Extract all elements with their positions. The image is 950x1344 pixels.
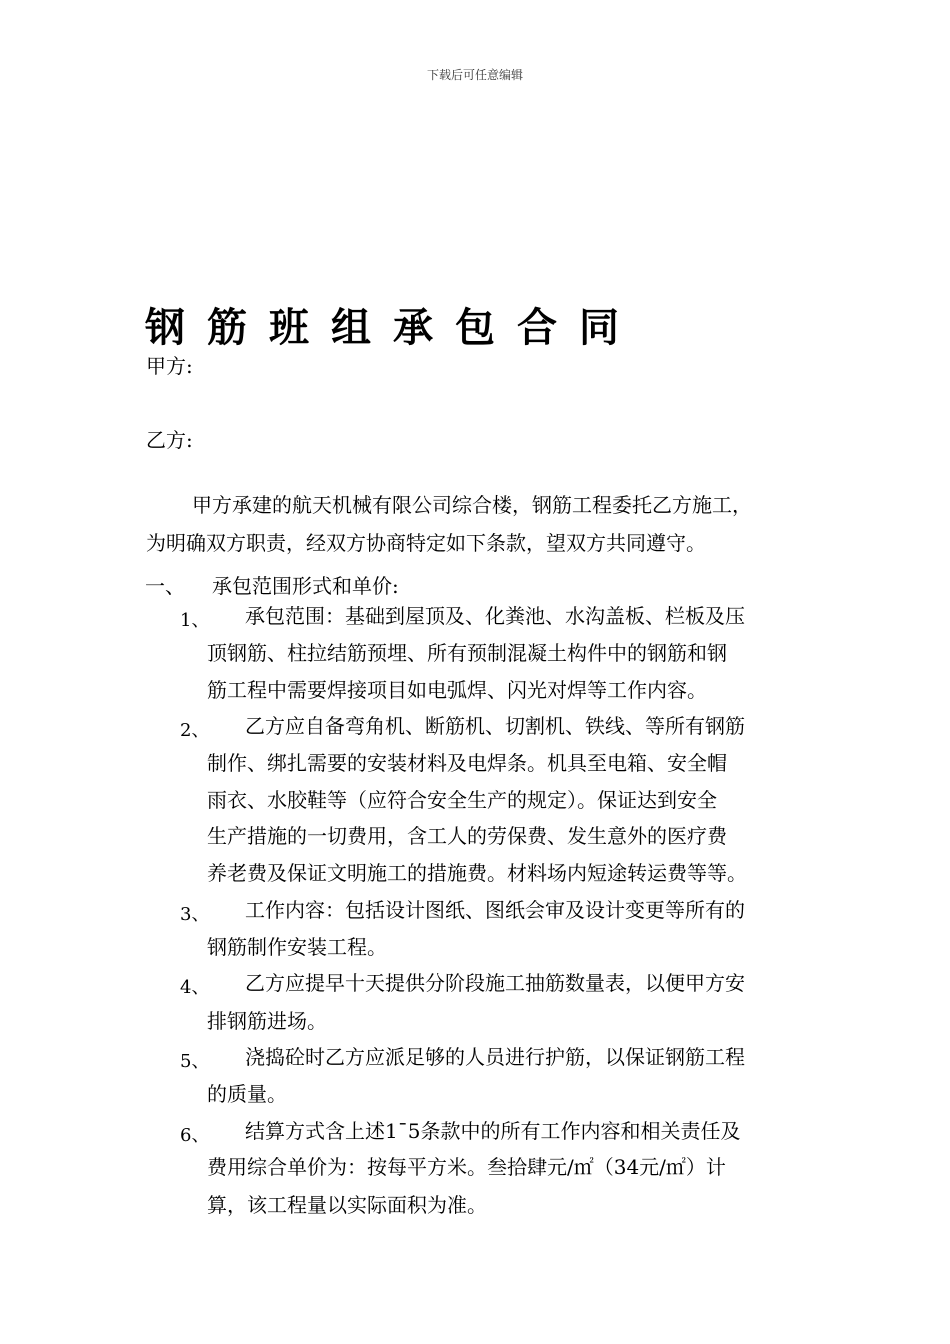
item-line: 排钢筋进场。 [207, 1009, 327, 1033]
item-number: 5、 [180, 1051, 210, 1072]
item-line: 乙方应提早十天提供分阶段施工抽筋数量表，以便甲方安 [245, 971, 745, 995]
section-number: 一、 [145, 574, 185, 598]
item-line: 制作、绑扎需要的安装材料及电焊条。机具至电箱、安全帽 [207, 751, 727, 775]
item-number: 3、 [180, 904, 210, 925]
item-line: 养老费及保证文明施工的措施费。材料场内短途转运费等等。 [207, 861, 747, 885]
party-a-label: 甲方: [146, 354, 193, 378]
item-line: 钢筋制作安装工程。 [207, 935, 387, 959]
item-line: 浇捣砼时乙方应派足够的人员进行护筋，以保证钢筋工程 [245, 1045, 745, 1069]
item-line: 生产措施的一切费用，含工人的劳保费、发生意外的医疗费 [207, 824, 727, 848]
section-title: 承包范围形式和单价: [212, 574, 399, 598]
header-note: 下载后可任意编辑 [426, 68, 523, 82]
item-line: 顶钢筋、柱拉结筋预埋、所有预制混凝土构件中的钢筋和钢 [207, 641, 727, 665]
intro-line-2: 为明确双方职责，经双方协商特定如下条款，望双方共同遵守。 [146, 531, 706, 555]
item-line: 结算方式含上述1¯5条款中的所有工作内容和相关责任及 [245, 1119, 741, 1143]
item-line: 算，该工程量以实际面积为准。 [207, 1193, 487, 1217]
item-line: 的质量。 [207, 1082, 287, 1106]
item-number: 1、 [180, 610, 210, 631]
item-number: 4、 [180, 977, 210, 998]
item-line: 费用综合单价为：按每平方米。叁拾肆元/㎡（34元/㎡）计 [207, 1155, 726, 1179]
party-b-label: 乙方: [146, 428, 193, 452]
item-line: 筋工程中需要焊接项目如电弧焊、闪光对焊等工作内容。 [207, 678, 707, 702]
item-number: 2、 [180, 720, 210, 741]
item-number: 6、 [180, 1125, 210, 1146]
intro-line-1: 甲方承建的航天机械有限公司综合楼，钢筋工程委托乙方施工， [192, 493, 752, 517]
item-line: 承包范围：基础到屋顶及、化粪池、水沟盖板、栏板及压 [245, 604, 745, 628]
item-line: 乙方应自备弯角机、断筋机、切割机、铁线、等所有钢筋 [245, 714, 745, 738]
item-line: 雨衣、水胶鞋等（应符合安全生产的规定）。保证达到安全 [207, 788, 717, 812]
item-line: 工作内容：包括设计图纸、图纸会审及设计变更等所有的 [245, 898, 745, 922]
document-title: 钢筋班组承包合同 [145, 304, 641, 351]
